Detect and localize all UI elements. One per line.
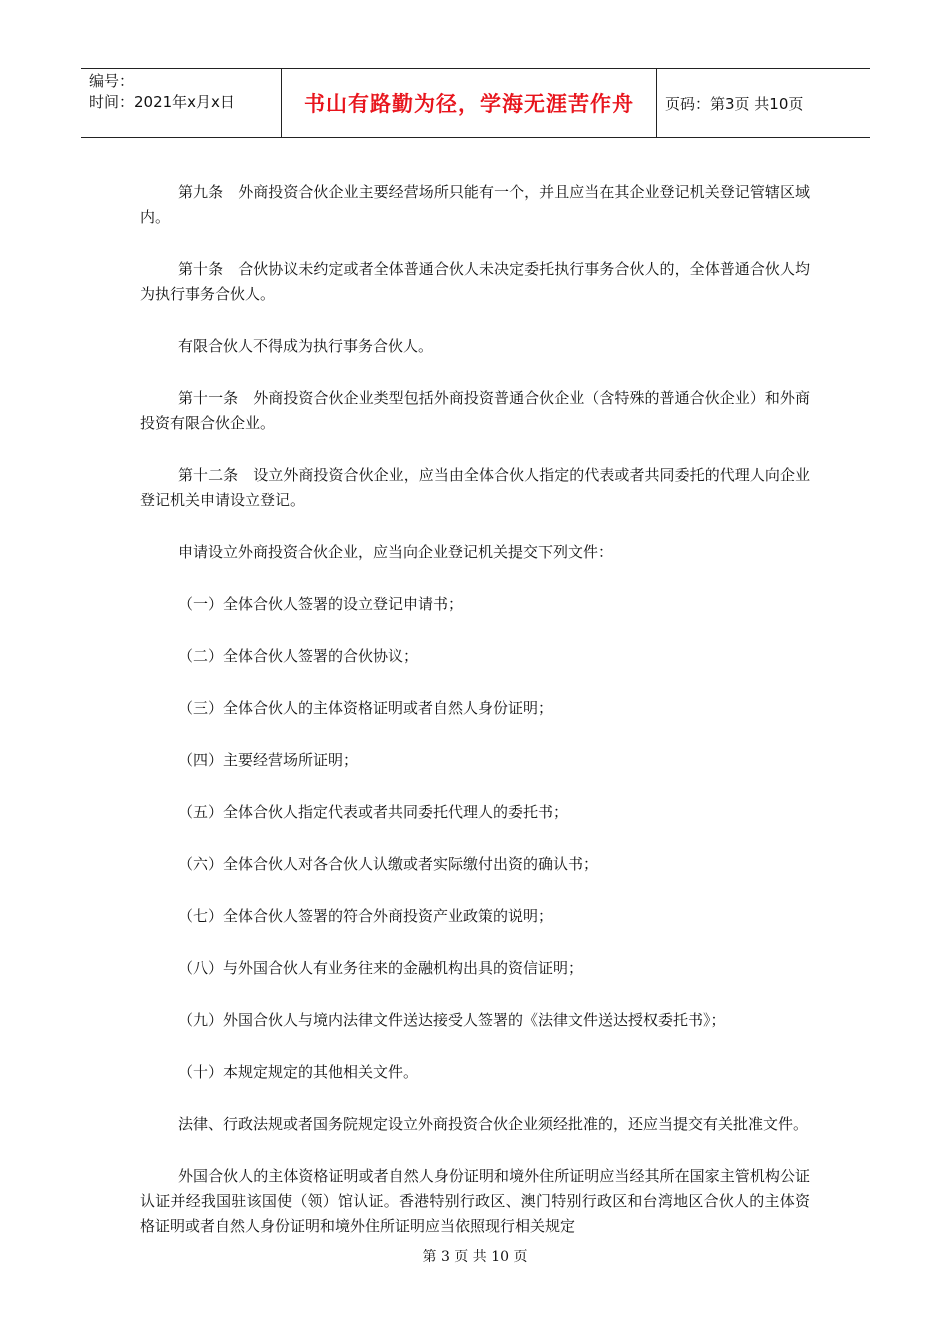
paragraph: 外国合伙人的主体资格证明或者自然人身份证明和境外住所证明应当经其所在国家主管机构公证认证并经我国驻该国使（领）馆认证。香港特别行政区、澳门特别行政区和台湾地区合伙人的主体资格证明或者自然人身份证明和境外住所证明应当依照现行相关规定 (140, 1167, 810, 1235)
list-item: （九）外国合伙人与境内法律文件送达接受人签署的《法律文件送达授权委托书》； (178, 1011, 726, 1029)
header-page-label: 页码：第3页 共10页 (665, 94, 804, 113)
page-header (81, 68, 870, 138)
list-item: （五）全体合伙人指定代表或者共同委托代理人的委托书； (178, 803, 569, 821)
list-item: （七）全体合伙人签署的符合外商投资产业政策的说明； (178, 907, 554, 925)
page-footer: 第 3 页 共 10 页 (422, 1249, 528, 1265)
list-item: （一）全体合伙人签署的设立登记申请书； (178, 595, 464, 613)
document-number-label: 编号： (89, 72, 135, 90)
header-info-cell (81, 69, 282, 137)
document-body (140, 180, 810, 1266)
list-item: （三）全体合伙人的主体资格证明或者自然人身份证明； (178, 699, 554, 717)
list-item: （八）与外国合伙人有业务往来的金融机构出具的资信证明； (178, 959, 584, 977)
list-item: （二）全体合伙人签署的合伙协议； (178, 647, 419, 665)
paragraph-article-10: 第十条 合伙协议未约定或者全体普通合伙人未决定委托执行事务合伙人的，全体普通合伙人均为执行事务合伙人。 (140, 260, 810, 303)
paragraph-article-9: 第九条 外商投资合伙企业主要经营场所只能有一个，并且应当在其企业登记机关登记管辖区域内。 (140, 183, 810, 226)
list-item: （四）主要经营场所证明； (178, 751, 359, 769)
header-motto: 书山有路勤为径，学海无涯苦作舟 (282, 69, 657, 137)
list-item: （十）本规定规定的其他相关文件。 (178, 1063, 419, 1081)
paragraph-article-12: 第十二条 设立外商投资合伙企业，应当由全体合伙人指定的代表或者共同委托的代理人向企业登记机关申请设立登记。 (140, 466, 810, 509)
paragraph-article-11: 第十一条 外商投资合伙企业类型包括外商投资普通合伙企业（含特殊的普通合伙企业）和外商投资有限合伙企业。 (140, 389, 810, 432)
list-item: （六）全体合伙人对各合伙人认缴或者实际缴付出资的确认书； (178, 855, 599, 873)
paragraph: 申请设立外商投资合伙企业，应当向企业登记机关提交下列文件： (178, 543, 614, 561)
paragraph: 法律、行政法规或者国务院规定设立外商投资合伙企业须经批准的，还应当提交有关批准文件。 (178, 1115, 809, 1133)
document-time-label: 时间：2021年x月x日 (89, 93, 235, 111)
paragraph: 有限合伙人不得成为执行事务合伙人。 (178, 337, 434, 355)
